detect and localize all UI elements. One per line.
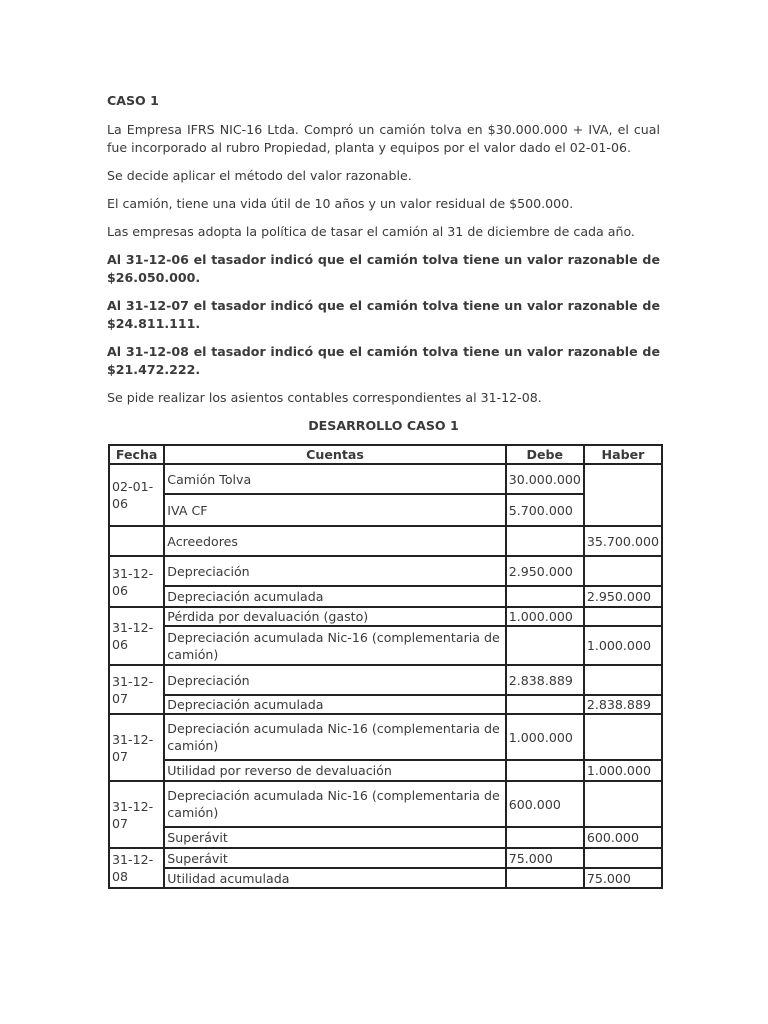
cell-cuenta: Depreciación acumulada Nic-16 (complementaria de camión) (164, 714, 505, 760)
table-row (109, 586, 662, 607)
cell-haber: 2.950.000 (584, 586, 662, 607)
paragraph-purchase: La Empresa IFRS NIC-16 Ltda. Compró un camión tolva en $30.000.000 + IVA, el cual fue incorporado al rubro Propiedad, planta y equipos por el valor dado el 02-01-06. (107, 122, 660, 155)
cell-debe (506, 868, 584, 888)
table-row (109, 526, 662, 556)
cell-cuenta: IVA CF (164, 494, 505, 526)
cell-haber: 1.000.000 (584, 626, 662, 665)
cell-cuenta: Depreciación (164, 665, 505, 695)
cell-haber (584, 665, 662, 695)
table-row (109, 848, 662, 868)
table-row (109, 781, 662, 827)
cell-cuenta: Depreciación acumulada (164, 586, 505, 607)
cell-debe: 30.000.000 (506, 464, 584, 494)
cell-debe (506, 760, 584, 781)
paragraph-useful-life: El camión, tiene una vida útil de 10 años y un valor residual de $500.000. (107, 196, 574, 211)
table-row (109, 695, 662, 714)
paragraph-appraisal-2006: Al 31-12-06 el tasador indicó que el camión tolva tiene un valor razonable de $26.050.000. (107, 252, 660, 285)
cell-cuenta: Utilidad acumulada (164, 868, 505, 888)
cell-fecha: 02-01-06 (109, 464, 164, 526)
document-body (107, 92, 660, 889)
cell-debe: 600.000 (506, 781, 584, 827)
cell-fecha: 31-12-07 (109, 714, 164, 781)
paragraph-request: Se pide realizar los asientos contables correspondientes al 31-12-08. (107, 390, 542, 405)
cell-debe: 75.000 (506, 848, 584, 868)
header-debe: Debe (506, 445, 584, 464)
cell-debe (506, 695, 584, 714)
cell-debe: 5.700.000 (506, 494, 584, 526)
cell-debe: 1.000.000 (506, 607, 584, 626)
cell-cuenta: Utilidad por reverso de devaluación (164, 760, 505, 781)
cell-cuenta: Depreciación acumulada Nic-16 (complementaria de camión) (164, 626, 505, 665)
table-header-row (109, 445, 662, 464)
table-row (109, 607, 662, 626)
table-row (109, 827, 662, 848)
journal-table (108, 444, 663, 889)
cell-cuenta: Depreciación acumulada Nic-16 (complementaria de camión) (164, 781, 505, 827)
cell-fecha: 31-12-06 (109, 556, 164, 607)
section-heading: DESARROLLO CASO 1 (308, 418, 459, 433)
cell-debe (506, 626, 584, 665)
paragraph-policy: Las empresas adopta la política de tasar el camión al 31 de diciembre de cada año. (107, 224, 635, 239)
cell-debe (506, 827, 584, 848)
cell-haber: 35.700.000 (584, 526, 662, 556)
cell-debe: 2.838.889 (506, 665, 584, 695)
cell-haber (584, 781, 662, 827)
cell-haber: 75.000 (584, 868, 662, 888)
table-row (109, 714, 662, 760)
table-row (109, 556, 662, 586)
cell-cuenta: Pérdida por devaluación (gasto) (164, 607, 505, 626)
cell-haber (584, 464, 662, 526)
paragraph-appraisal-2008: Al 31-12-08 el tasador indicó que el camión tolva tiene un valor razonable de $21.472.222. (107, 344, 660, 377)
cell-cuenta: Depreciación acumulada (164, 695, 505, 714)
paragraph-appraisal-2007: Al 31-12-07 el tasador indicó que el camión tolva tiene un valor razonable de $24.811.111. (107, 298, 660, 331)
cell-debe (506, 526, 584, 556)
cell-cuenta: Acreedores (164, 526, 505, 556)
cell-cuenta: Superávit (164, 848, 505, 868)
table-row (109, 464, 662, 494)
cell-debe (506, 586, 584, 607)
header-fecha: Fecha (109, 445, 164, 464)
cell-cuenta: Superávit (164, 827, 505, 848)
cell-cuenta: Camión Tolva (164, 464, 505, 494)
header-haber: Haber (584, 445, 662, 464)
cell-haber (584, 714, 662, 760)
table-row (109, 626, 662, 665)
cell-fecha: 31-12-06 (109, 607, 164, 665)
cell-haber (584, 556, 662, 586)
case-title: CASO 1 (107, 93, 159, 108)
cell-haber: 2.838.889 (584, 695, 662, 714)
table-row (109, 868, 662, 888)
table-row (109, 665, 662, 695)
header-cuentas: Cuentas (164, 445, 505, 464)
table-row (109, 760, 662, 781)
cell-fecha (109, 526, 164, 556)
table-row (109, 494, 662, 526)
cell-fecha: 31-12-07 (109, 665, 164, 714)
cell-debe: 1.000.000 (506, 714, 584, 760)
cell-haber: 1.000.000 (584, 760, 662, 781)
cell-haber (584, 607, 662, 626)
cell-haber (584, 848, 662, 868)
cell-cuenta: Depreciación (164, 556, 505, 586)
cell-debe: 2.950.000 (506, 556, 584, 586)
cell-fecha: 31-12-07 (109, 781, 164, 848)
paragraph-method: Se decide aplicar el método del valor razonable. (107, 168, 412, 183)
cell-haber: 600.000 (584, 827, 662, 848)
cell-fecha: 31-12-08 (109, 848, 164, 888)
